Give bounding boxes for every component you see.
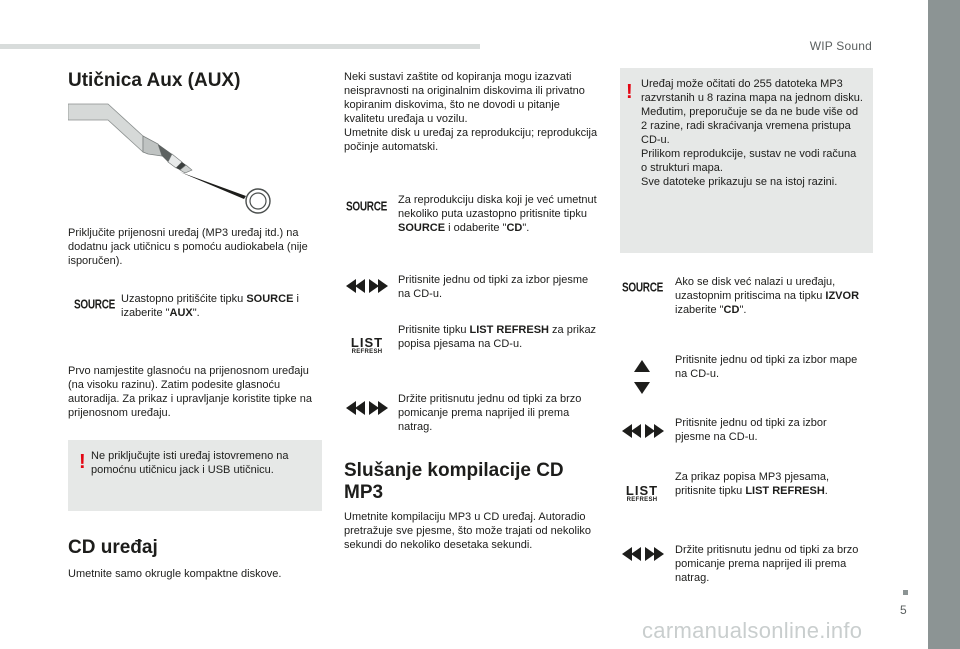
cd-select-track-text: Pritisnite jednu od tipki za izbor pjesme na CD-u. bbox=[398, 274, 589, 300]
source-button-icon: SOURCE bbox=[74, 298, 115, 313]
watermark: carmanualsonline.info bbox=[642, 618, 863, 643]
cd-hold-text: Držite pritisnutu jednu od tipki za brzo pomicanje prema naprijed ili prema natrag. bbox=[398, 393, 582, 433]
list-refresh-icon: LIST REFRESH bbox=[350, 335, 384, 355]
seek-arrows-icon bbox=[622, 424, 664, 438]
jack-cable-illustration bbox=[68, 100, 278, 218]
seek-arrows-icon bbox=[346, 401, 388, 415]
seek-arrows-icon bbox=[622, 547, 664, 561]
page-marker bbox=[903, 590, 908, 595]
insert-disc-text: Umetnite disk u uređaj za reprodukciju; reprodukcija počinje automatski. bbox=[344, 127, 598, 153]
aux-warning-text: Ne priključujte isti uređaj istovremeno na pomoćnu utičnicu jack i USB utičnicu. bbox=[91, 450, 289, 476]
mp3-select-track-text: Pritisnite jednu od tipki za izbor pjesme na CD-u. bbox=[675, 417, 827, 443]
up-down-arrows-icon bbox=[634, 360, 650, 394]
source-button-icon: SOURCE bbox=[622, 281, 663, 296]
warning-icon: ! bbox=[79, 451, 86, 473]
aux-source-text: Uzastopno pritišćite tipku SOURCE i izaberite "AUX". bbox=[121, 293, 299, 319]
seek-arrows-icon bbox=[346, 279, 388, 293]
mp3-folder-text: Pritisnite jednu od tipki za izbor mape na CD-u. bbox=[675, 354, 858, 380]
mp3-warning-text: Uređaj može očitati do 255 datoteka MP3 razvrstanih u 8 razina mapa na jednom disku. Međutim, preporučuje se da ne bude više od 2 razine, radi skraćivanja vremena pristupa CD-u. Prilikom reprodukcije, sustav ne vodi računa o strukturi mapa. Sve datoteke prikazuju se na istoj razini. bbox=[641, 78, 863, 188]
mp3-title: Slušanje kompilacije CD MP3 bbox=[344, 460, 564, 503]
aux-title: Utičnica Aux (AUX) bbox=[68, 70, 241, 91]
source-button-icon: SOURCE bbox=[346, 200, 387, 215]
section-label: WIP Sound bbox=[809, 39, 872, 53]
copy-protection-text: Neki sustavi zaštite od kopiranja mogu izazvati neispravnosti na originalnim diskovima ili privatno kopiranim diskovima, što ne dovodi u pitanje kvalitetu uređaja u vozilu. bbox=[344, 71, 585, 125]
top-rule bbox=[0, 44, 480, 49]
cd-intro-text: Umetnite samo okrugle kompaktne diskove. bbox=[68, 568, 282, 580]
aux-connect-text: Priključite prijenosni uređaj (MP3 uređaj itd.) na dodatnu jack utičnicu s pomoću audiokabela (nije isporučen). bbox=[68, 227, 308, 267]
page-number: 5 bbox=[900, 603, 907, 617]
mp3-intro-text: Umetnite kompilaciju MP3 u CD uređaj. Autoradio pretražuje sve pjesme, što može trajati od nekoliko sekundi do nekoliko desetaka sekundi. bbox=[344, 511, 592, 551]
mp3-source-text: Ako se disk već nalazi u uređaju, uzastopnim pritiscima na tipku IZVOR izaberite "CD". bbox=[675, 276, 860, 316]
mp3-list-text: Za prikaz popisa MP3 pjesama, pritisnite tipku LIST REFRESH. bbox=[675, 471, 830, 497]
list-refresh-icon: LIST REFRESH bbox=[625, 483, 659, 503]
cd-list-text: Pritisnite tipku LIST REFRESH za prikaz popisa pjesama na CD-u. bbox=[398, 324, 597, 350]
cd-title: CD uređaj bbox=[68, 537, 158, 558]
cd-source-text: Za reprodukciju diska koji je već umetnut nekoliko puta uzastopno pritisnite tipku SOURCE i odaberite "CD". bbox=[398, 194, 597, 234]
mp3-hold-text: Držite pritisnutu jednu od tipki za brzo pomicanje prema naprijed ili prema natrag. bbox=[675, 544, 859, 584]
aux-volume-text: Prvo namjestite glasnoću na prijenosnom uređaju (na visoku razinu). Zatim podesite glasnoću autoradija. Za prikaz i upravljanje koristite tipke na prijenosnom uređaju. bbox=[68, 365, 312, 419]
side-tab-bar bbox=[928, 0, 960, 649]
warning-icon: ! bbox=[626, 81, 633, 103]
